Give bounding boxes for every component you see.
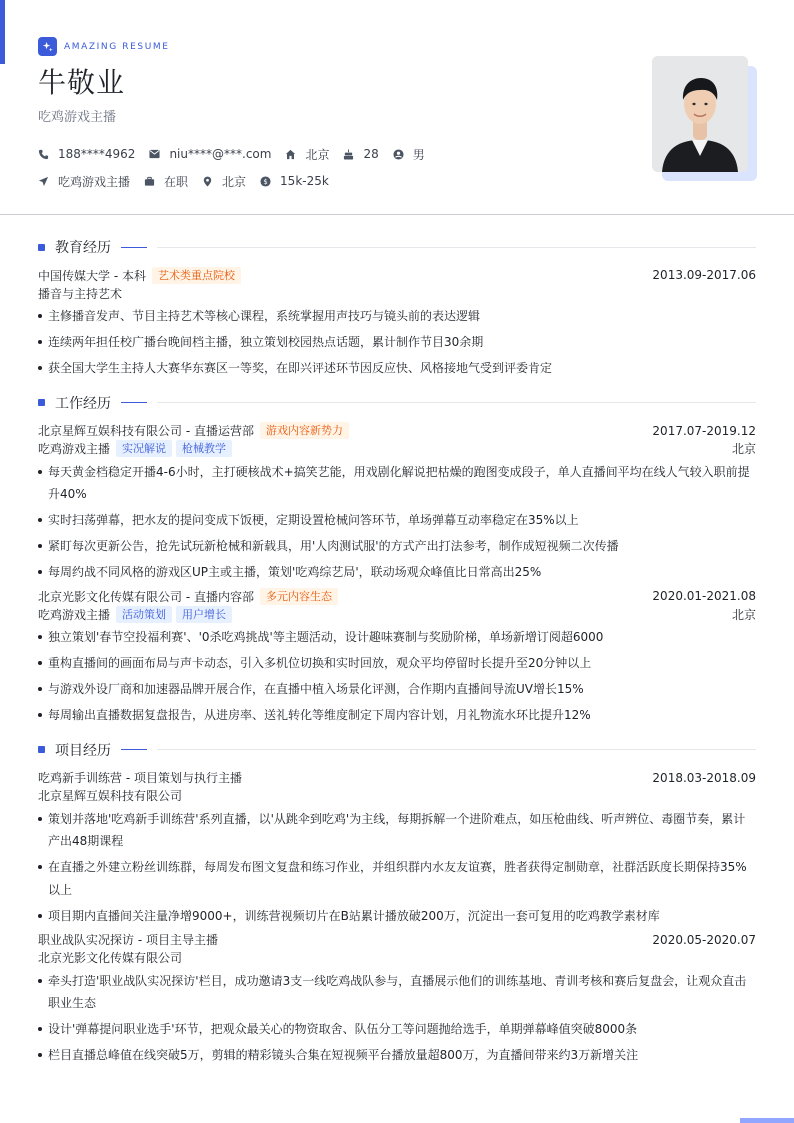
bullet-item: 策划并落地'吃鸡新手训练营'系列直播，以'从跳伞到吃鸡'为主线，每期拆解一个进阶难点，如压枪曲线、听声辨位、毒圈节奏，累计产出48期课程 (38, 808, 756, 853)
bullet-item: 栏目直播总峰值在线突破5万，剪辑的精彩镜头合集在短视频平台播放量超800万，为直播间带来约3万新增关注 (38, 1044, 756, 1067)
phone-text: 188****4962 (58, 147, 136, 161)
user-circle-icon (393, 149, 404, 160)
city-text: 北京 (305, 147, 330, 162)
company-tag: 游戏内容新势力 (260, 422, 349, 439)
section-accent-line (121, 402, 147, 403)
company-tag: 多元内容生态 (260, 588, 338, 605)
section-marker (38, 746, 45, 753)
profile-photo-frame (652, 56, 756, 184)
skill-tag: 活动策划 (116, 606, 172, 623)
bullet-item: 设计'弹幕提问职业选手'环节，把观众最关心的物资取舍、队伍分工等问题抛给选手，单期弹幕峰值突破8000条 (38, 1018, 756, 1041)
section-header (38, 236, 756, 258)
entry-subheader (38, 284, 756, 302)
work-entry (38, 587, 756, 727)
section-header (38, 392, 756, 414)
money-icon (260, 176, 271, 187)
contact-row (38, 146, 756, 162)
phone-icon (38, 149, 49, 160)
resume-header (38, 37, 756, 197)
entry-subheader (38, 440, 756, 458)
section-rule (157, 247, 756, 248)
sparkle-logo-icon (38, 37, 57, 56)
phone-item (38, 147, 135, 161)
bullet-list (38, 970, 756, 1067)
send-icon (38, 176, 49, 187)
project-org: 北京光影文化传媒有限公司 (38, 951, 183, 965)
intent-status-item (144, 173, 188, 190)
bullet-item: 重构直播间的画面布局与声卡动态，引入多机位切换和实时回放，观众平均停留时长提升至20分钟以上 (38, 652, 756, 675)
cake-icon (343, 149, 354, 160)
section-title: 项目经历 (55, 742, 111, 759)
entry-subheader (38, 787, 756, 805)
section-accent-line (121, 247, 147, 248)
bullet-item: 连续两年担任校广播台晚间档主播，独立策划校园热点话题，累计制作节目30余期 (38, 331, 756, 354)
intent-city-item (202, 173, 246, 190)
entry-header (38, 266, 756, 284)
education-section (38, 236, 756, 380)
section-header (38, 739, 756, 761)
bullet-item: 项目期内直播间关注量净增9000+，训练营视频切片在B站累计播放破200万，沉淀出一套可复用的吃鸡教学素材库 (38, 905, 756, 928)
intent-status-text: 在职 (164, 174, 189, 189)
home-icon (285, 149, 296, 160)
skill-tag: 实况解说 (116, 440, 172, 457)
projects-section (38, 739, 756, 1067)
section-rule (157, 402, 756, 403)
bullet-item: 独立策划'春节空投福利赛'、'0杀吃鸡挑战'等主题活动，设计趣味赛制与奖励阶梯，单场新增订阅超6000 (38, 626, 756, 649)
bullet-item: 紧盯每次更新公告，抢先试玩新枪械和新载具，用'人肉测试服'的方式产出打法参考，制作成短视频二次传播 (38, 535, 756, 558)
candidate-name: 牛敬业 (38, 66, 126, 99)
section-title: 工作经历 (55, 395, 111, 412)
age-text: 28 (363, 147, 379, 161)
gender-item (393, 146, 425, 163)
bullet-list (38, 808, 756, 928)
email-text: niu****@***.com (169, 147, 272, 161)
gender-text: 男 (412, 147, 425, 162)
project-org: 北京星辉互娱科技有限公司 (38, 789, 183, 803)
bullet-item: 获全国大学生主持人大赛华东赛区一等奖，在即兴评述环节因反应快、风格接地气受到评委肯定 (38, 357, 756, 380)
project-name: 职业战队实况探访 - 项目主导主播 (38, 933, 218, 947)
brand-text: AMAZING RESUME (64, 41, 170, 52)
footer-accent-bar (740, 1118, 794, 1123)
intent-city-text: 北京 (222, 174, 247, 189)
work-entry (38, 422, 756, 584)
city-item (285, 146, 329, 163)
accent-bar (0, 0, 5, 64)
bullet-item: 主修播音发声、节目主持艺术等核心课程，系统掌握用声技巧与镜头前的表达逻辑 (38, 305, 756, 328)
mail-icon (149, 149, 160, 159)
age-item (343, 147, 378, 161)
bullet-item: 在直播之外建立粉丝训练群，每周发布图文复盘和练习作业，并组织群内水友友谊赛，胜者获得定制勋章，社群活跃度长期保持35%以上 (38, 856, 756, 901)
entry-header (38, 931, 756, 949)
section-accent-line (121, 749, 147, 750)
major-name: 播音与主持艺术 (38, 286, 123, 301)
company-name: 北京星辉互娱科技有限公司 - 直播运营部 (38, 424, 254, 438)
work-city: 北京 (731, 607, 756, 622)
brand (38, 37, 756, 56)
profile-photo (652, 56, 748, 172)
resume-body (38, 236, 756, 1079)
svg-text:$: $ (263, 177, 268, 186)
date-range: 2013.09-2017.06 (652, 268, 756, 282)
bullet-list (38, 626, 756, 727)
bullet-item: 每周约战不同风格的游戏区UP主或主播，策划'吃鸡综艺局'，联动场观众峰值比日常高出25% (38, 561, 756, 584)
location-pin-icon (202, 176, 213, 187)
bullet-list (38, 461, 756, 584)
bullet-item: 每天黄金档稳定开播4-6小时，主打硬核战术+搞笑艺能，用戏剧化解说把枯燥的跑图变成段子，单人直播间平均在线人气较入职前提升40% (38, 461, 756, 506)
intent-salary-item (260, 174, 329, 188)
entry-subheader (38, 605, 756, 623)
entry-header (38, 422, 756, 440)
entry-subheader (38, 949, 756, 967)
company-name: 北京光影文化传媒有限公司 - 直播内容部 (38, 589, 254, 604)
project-name: 吃鸡新手训练营 - 项目策划与执行主播 (38, 771, 242, 785)
skill-tag: 枪械教学 (176, 440, 232, 457)
entry-header (38, 769, 756, 787)
intent-position-text: 吃鸡游戏主播 (58, 174, 131, 189)
section-marker (38, 244, 45, 251)
work-section (38, 392, 756, 727)
date-range: 2020.01-2021.08 (652, 589, 756, 603)
entry-header (38, 587, 756, 605)
section-title: 教育经历 (55, 240, 111, 256)
section-marker (38, 399, 45, 406)
project-entry (38, 931, 756, 1067)
role-name: 吃鸡游戏主播 (38, 442, 111, 456)
date-range: 2020.05-2020.07 (652, 932, 756, 947)
education-entry (38, 266, 756, 380)
candidate-title: 吃鸡游戏主播 (38, 110, 117, 125)
bullet-item: 实时扫荡弹幕，把水友的提问变成下饭梗，定期设置枪械问答环节，单场弹幕互动率稳定在35%以上 (38, 509, 756, 532)
intent-position-item (38, 173, 130, 190)
bullet-item: 牵头打造'职业战队实况探访'栏目，成功邀请3支一线吃鸡战队参与，直播展示他们的训练基地、青训考核和赛后复盘会，让观众直击职业生态 (38, 970, 756, 1015)
school-name: 中国传媒大学 - 本科 (38, 268, 146, 283)
date-range: 2017.07-2019.12 (652, 423, 756, 438)
role-name: 吃鸡游戏主播 (38, 607, 111, 622)
bullet-list (38, 305, 756, 380)
skill-tag: 用户增长 (176, 606, 232, 623)
header-divider (0, 214, 794, 215)
project-entry (38, 769, 756, 928)
bullet-item: 每周输出直播数据复盘报告，从进房率、送礼转化等维度制定下周内容计划，月礼物流水环比提升12% (38, 704, 756, 727)
work-city: 北京 (731, 442, 756, 456)
date-range: 2018.03-2018.09 (652, 770, 756, 785)
bullet-item: 与游戏外设厂商和加速器品牌开展合作，在直播中植入场景化评测，合作期内直播间导流UV增长15% (38, 678, 756, 701)
email-item (149, 147, 271, 161)
intent-salary-text: 15k-25k (280, 174, 329, 188)
briefcase-icon (144, 176, 155, 187)
section-rule (157, 749, 756, 750)
intent-row (38, 173, 756, 189)
school-tag: 艺术类重点院校 (152, 267, 241, 284)
